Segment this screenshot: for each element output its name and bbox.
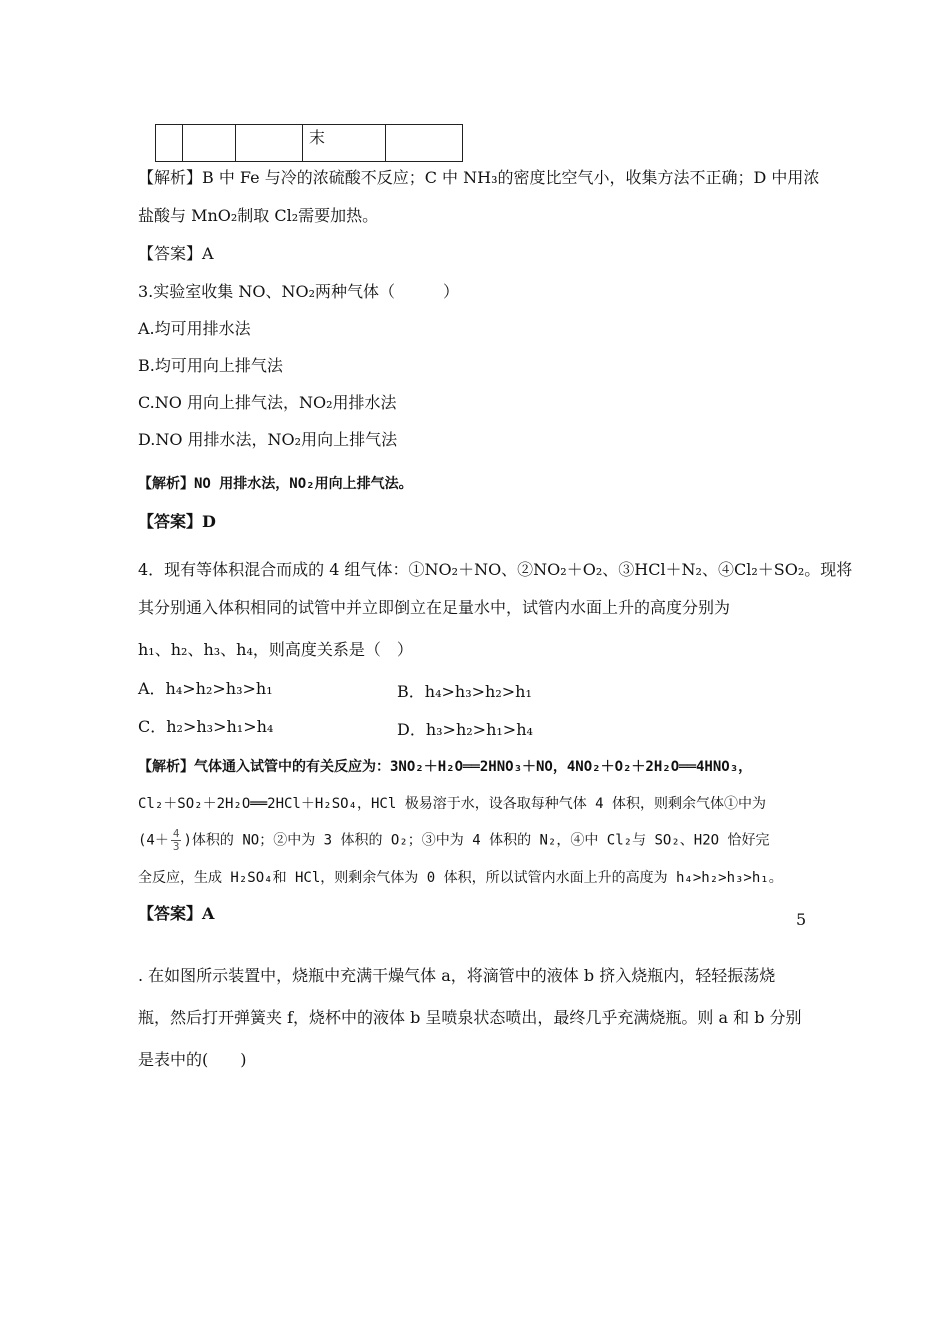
q3-answer: 【答案】D <box>138 512 216 531</box>
q4-option-b: B．h₄>h₃>h₂>h₁ <box>397 682 532 701</box>
fraction-suffix: ) <box>183 832 192 849</box>
q4-analysis-line-3: (4＋ $\frac{4}{3}$ )体积的 NO；②中为 3 体积的 O₂；③中为 4 体积的 N₂，④中 Cl₂与 SO₂、H2O 恰好完 <box>138 827 770 853</box>
q4-stem-line: 其分别通入体积相同的试管中并立即倒立在足量水中，试管内水面上升的高度分别为 <box>138 598 731 617</box>
fraction-prefix: (4＋ <box>138 832 169 849</box>
q4-option-c: C．h₂>h₃>h₁>h₄ <box>138 717 274 736</box>
q3-option-b: B.均可用向上排气法 <box>138 356 283 375</box>
q5-stem-line: 瓶，然后打开弹簧夹 f，烧杯中的液体 b 呈喷泉状态喷出，最终几乎充满烧瓶。则 a 和 b 分别 <box>138 1008 802 1027</box>
q3-analysis: 【解析】NO 用排水法，NO₂用向上排气法。 <box>138 476 413 492</box>
table-cell <box>236 125 303 162</box>
q3-option-d: D.NO 用排水法，NO₂用向上排气法 <box>138 430 398 449</box>
q2-answer: 【答案】A <box>138 244 214 263</box>
table-cell <box>156 125 183 162</box>
q3-stem: 3.实验室收集 NO、NO₂两种气体（ ） <box>138 282 460 301</box>
page-number: 5 <box>796 910 807 929</box>
q3-option-a: A.均可用排水法 <box>138 319 251 338</box>
table-cell: 末 <box>303 125 386 162</box>
table-cell <box>386 125 463 162</box>
q2-analysis-cont: 盐酸与 MnO₂制取 Cl₂需要加热。 <box>138 206 379 225</box>
q4-option-d: D．h₃>h₂>h₁>h₄ <box>397 720 533 739</box>
q2-analysis: 【解析】B 中 Fe 与冷的浓硫酸不反应；C 中 NH₃的密度比空气小，收集方法不正确；D 中用浓 <box>138 168 820 187</box>
q3-option-c: C.NO 用向上排气法，NO₂用排水法 <box>138 393 397 412</box>
q4-analysis-line: 【解析】气体通入试管中的有关反应为：3NO₂＋H₂O══2HNO₃＋NO，4NO₂＋O₂＋2H₂O══4HNO₃， <box>138 759 753 775</box>
q4-option-a: A．h₄>h₂>h₃>h₁ <box>138 679 273 698</box>
fraction-four-thirds: $\frac{4}{3}$ <box>172 827 180 853</box>
table-cell <box>183 125 236 162</box>
q4-stem-line: 4．现有等体积混合而成的 4 组气体：①NO₂＋NO、②NO₂＋O₂、③HCl＋N₂、④Cl₂＋SO₂。现将 <box>138 560 853 579</box>
q4-analysis-line: Cl₂＋SO₂＋2H₂O══2HCl＋H₂SO₄，HCl 极易溶于水，设各取每种气体 4 体积，则剩余气体①中为 <box>138 796 767 812</box>
q5-stem-line: . 在如图所示装置中，烧瓶中充满干燥气体 a，将滴管中的液体 b 挤入烧瓶内，轻轻振荡烧 <box>138 966 776 985</box>
q5-stem-line: 是表中的( ) <box>138 1050 247 1069</box>
q4-answer: 【答案】A <box>138 904 215 923</box>
answer-table-fragment <box>155 124 463 162</box>
q4-stem-line: h₁、h₂、h₃、h₄，则高度关系是（ ） <box>138 640 413 659</box>
q4-analysis-line: 全反应，生成 H₂SO₄和 HCl，则剩余气体为 0 体积，所以试管内水面上升的高度为 h₄>h₂>h₃>h₁。 <box>138 870 783 886</box>
